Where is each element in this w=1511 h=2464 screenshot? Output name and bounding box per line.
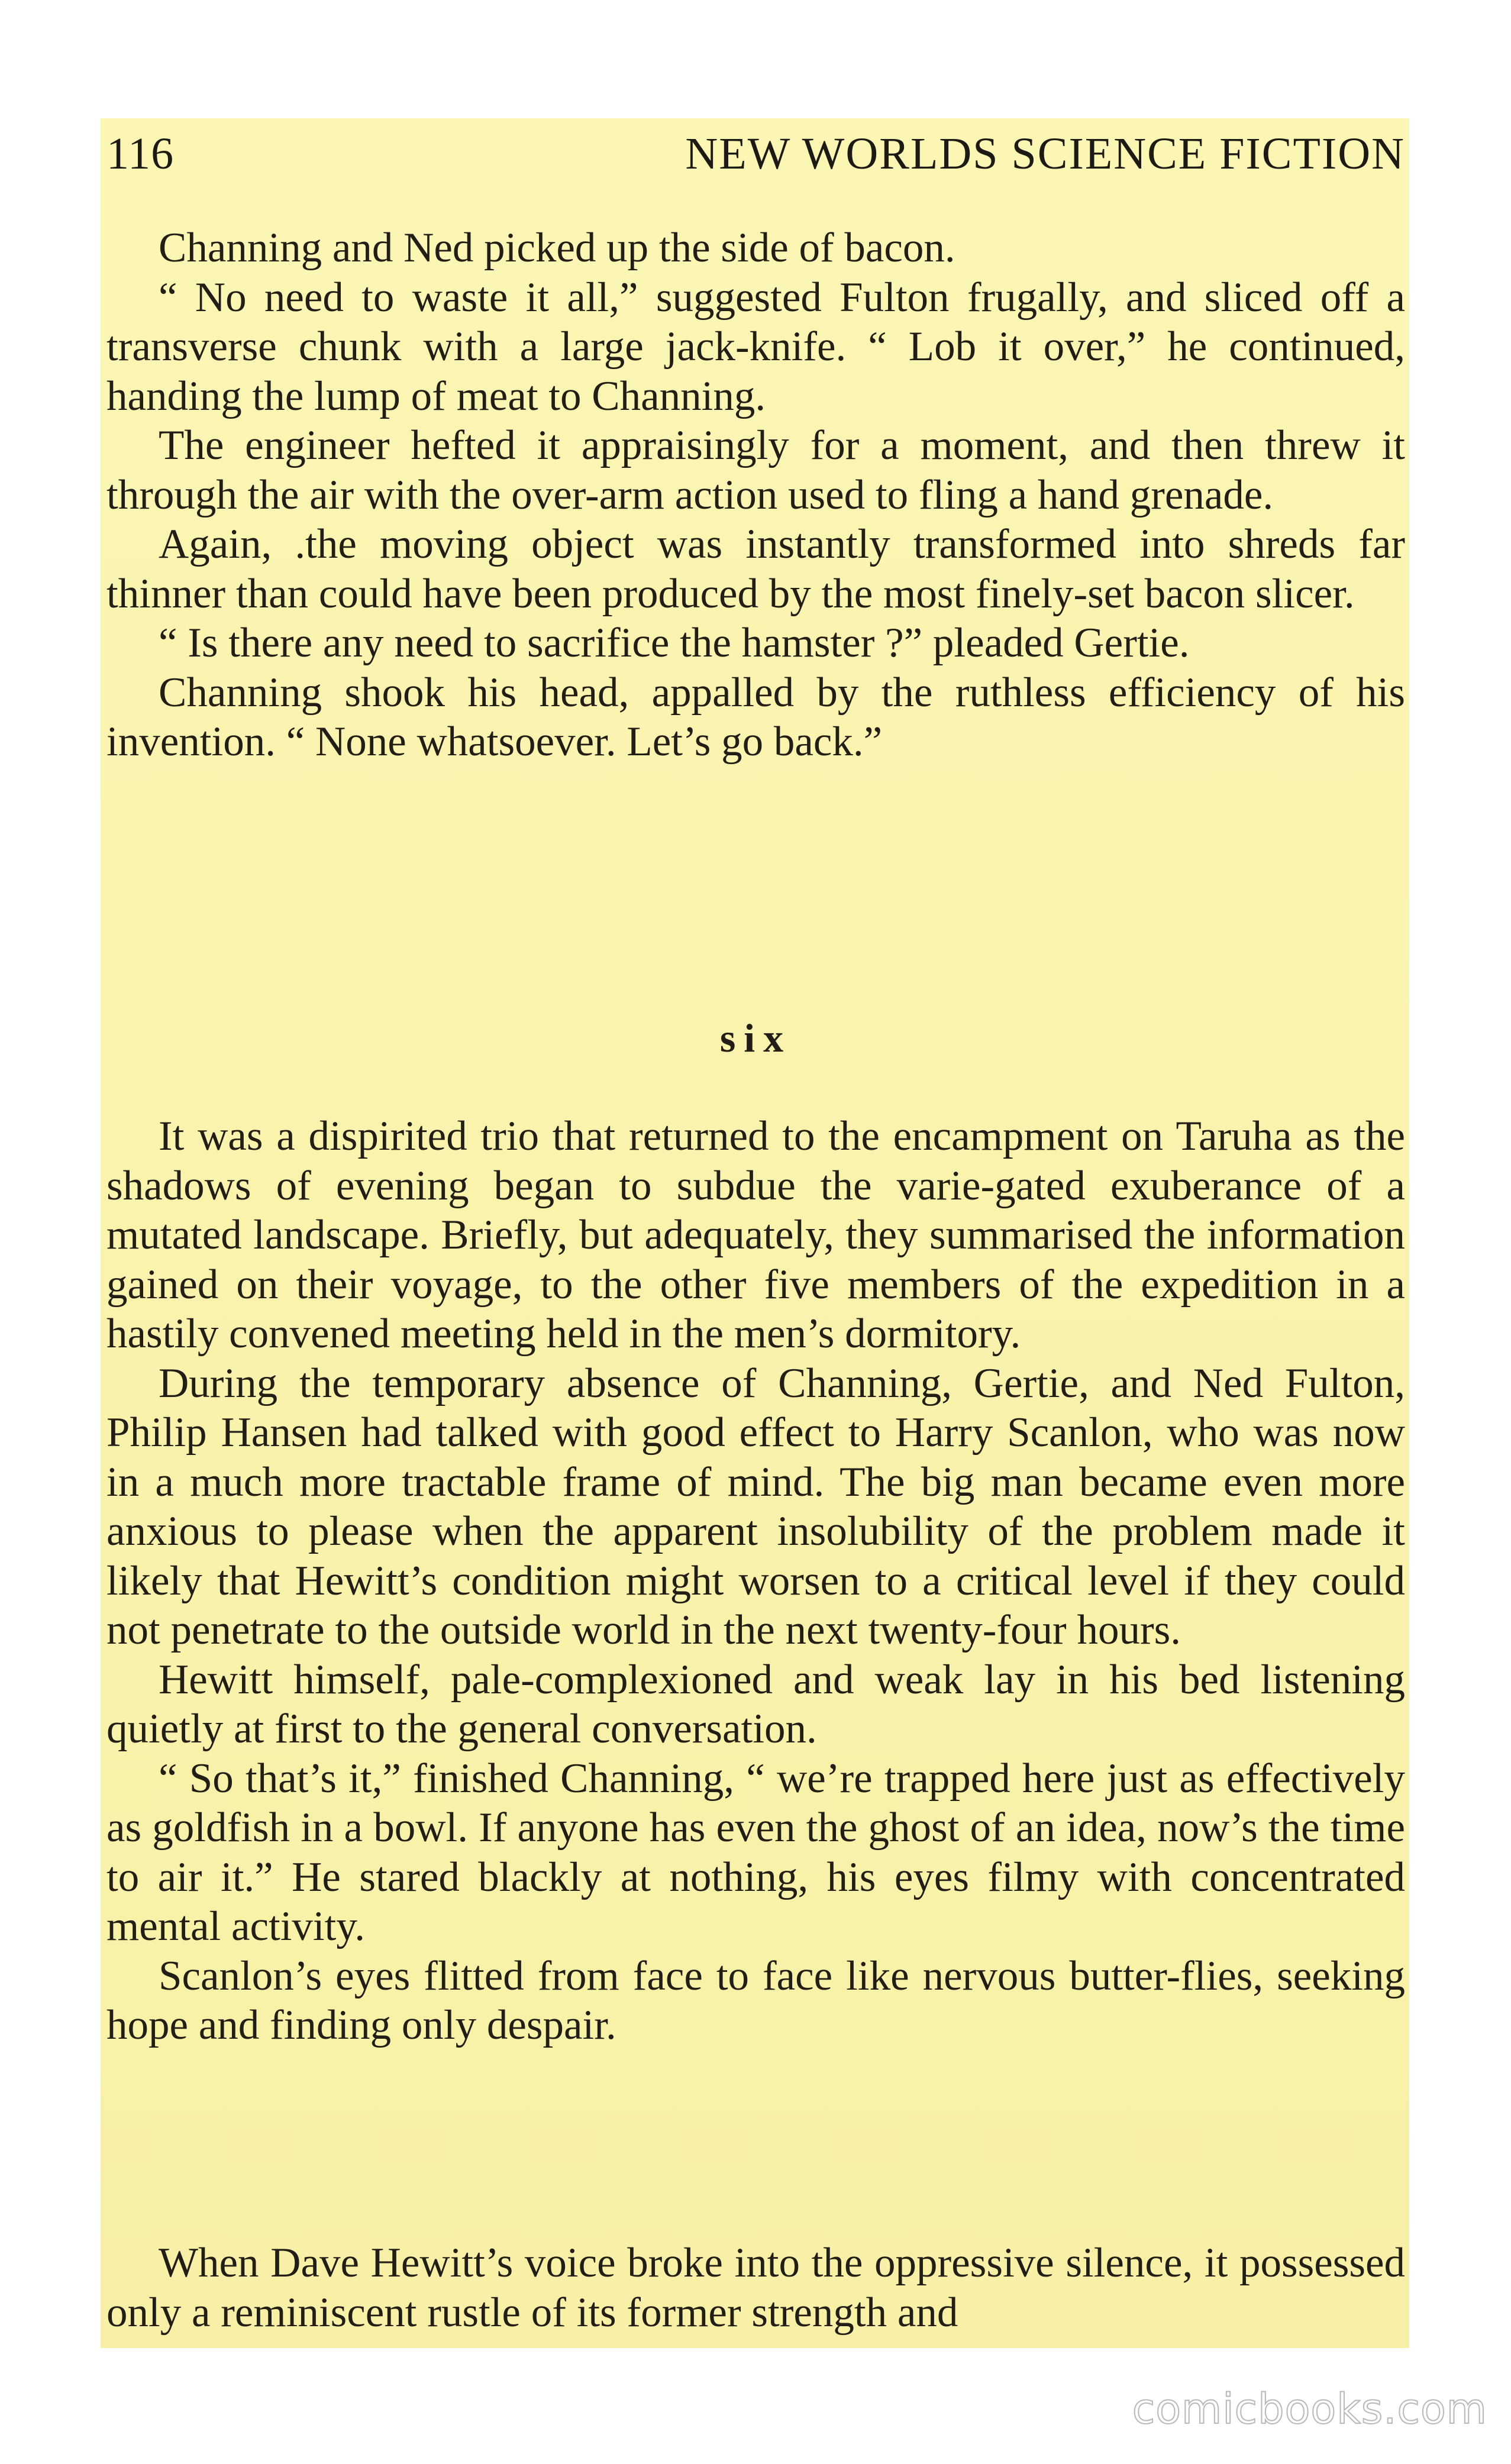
paragraph: Scanlon’s eyes flitted from face to face like nervous butter-flies, seeking hope and finding only despair. [106,1952,1405,2048]
text-block-final [106,2239,1405,2337]
paragraph: Channing shook his head, appalled by the ruthless efficiency of his invention. “ None whatsoever. Let’s go back.” [106,669,1405,765]
page-number: 116 [106,129,175,179]
paragraph: Again, .the moving object was instantly transformed into shreds far thinner than could have been produced by the most finely-set bacon slicer. [106,521,1405,617]
paragraph: During the temporary absence of Channing, Gertie, and Ned Fulton, Philip Hansen had talked with good effect to Harry Scanlon, who was now in a much more tractable frame of mind. The big man became even more anxious to please when the apparent insolubility of the problem made it likely that Hewitt’s condition might worsen to a critical level if they could not penetrate to the outside world in the next twenty-four hours. [106,1360,1405,1653]
paragraph: When Dave Hewitt’s voice broke into the oppressive silence, it possessed only a reminiscent rustle of its former strength and [106,2240,1405,2336]
paragraph: “ No need to waste it all,” suggested Fulton frugally, and sliced off a transverse chunk with a large jack-knife. “ Lob it over,” he continued, handing the lump of meat to Channing. [106,274,1405,419]
paragraph: The engineer hefted it appraisingly for a moment, and then threw it through the air with the over-arm action used to fling a hand grenade. [106,422,1405,518]
watermark-logo: comicbooks.com [1132,2385,1487,2433]
chapter-heading: six [719,1016,792,1060]
paragraph: Hewitt himself, pale-complexioned and weak lay in his bed listening quietly at first to the general conversation. [106,1656,1405,1752]
text-block-before-chapter [106,224,1405,767]
paragraph: “ So that’s it,” finished Channing, “ we’re trapped here just as effectively as goldfish in a bowl. If anyone has even the ghost of an idea, now’s the time to air it.” He stared blackly at nothing, his eyes filmy with concentrated mental activity. [106,1755,1405,1949]
paragraph: “ Is there any need to sacrifice the hamster ?” pleaded Gertie. [159,620,1190,666]
paragraph: It was a dispirited trio that returned to the encampment on Taruha as the shadows of evening began to subdue the varie-gated exuberance of a mutated landscape. Briefly, but adequately, they summarised the information gained on their voyage, to the other five members of the expedition in a hastily convened meeting held in the men’s dormitory. [106,1113,1405,1357]
text-block-chapter-six [106,1112,1405,2051]
magazine-title: NEW WORLDS SCIENCE FICTION [685,129,1405,179]
paragraph: Channing and Ned picked up the side of bacon. [159,225,955,271]
running-head [106,121,1405,186]
